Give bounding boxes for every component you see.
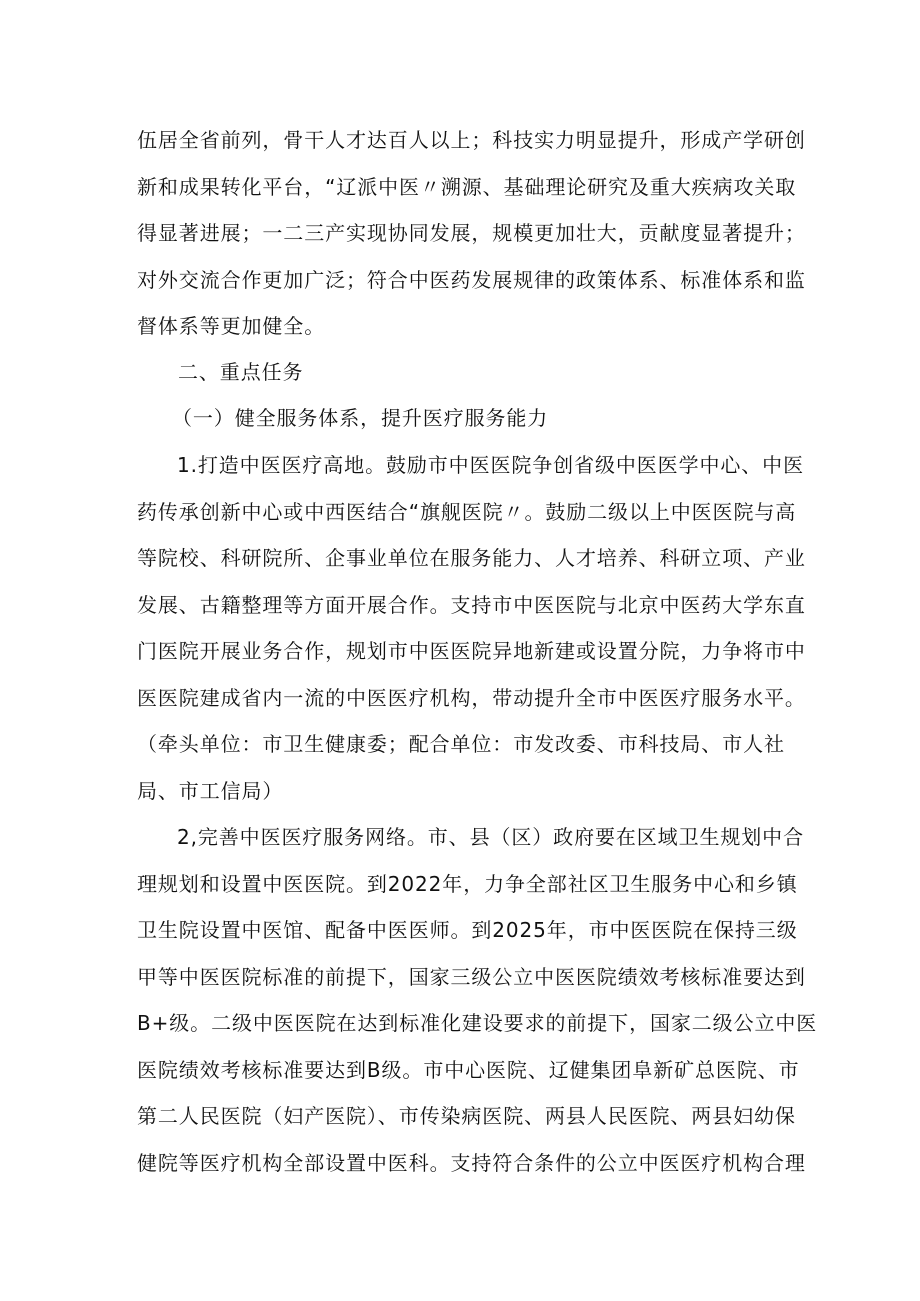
item-2-line-1: 2,完善中医医疗服务网络。市、县（区）政府要在区域卫生规划中合 — [177, 825, 804, 849]
subsection-heading: （一）健全服务体系，提升医疗服务能力 — [172, 406, 549, 430]
item-1-line-6: 医医院建成省内一流的中医医疗机构，带动提升全市中医医疗服务水平。 — [137, 686, 806, 710]
item-1-line-2: 药传承创新中心或中西医结合“旗舰医院〃。鼓励二级以上中医医院与高 — [137, 500, 797, 524]
item-2-line-5: B+级。二级中医医院在达到标准化建设要求的前提下，国家二级公立中医 — [137, 1011, 818, 1035]
item-1-line-7: （牵头单位：市卫生健康委；配合单位：市发改委、市科技局、市人社 — [137, 732, 785, 756]
paragraph-1-line-3: 得显著进展；一二三产实现协同发展，规模更加壮大，贡献度显著提升； — [137, 221, 806, 245]
paragraph-1-line-2: 新和成果转化平台，“辽派中医〃溯源、基础理论研究及重大疾病攻关取 — [137, 175, 797, 199]
paragraph-1-line-1: 伍居全省前列，骨干人才达百人以上；科技实力明显提升，形成产学研创 — [137, 128, 806, 152]
item-2-line-3: 卫生院设置中医馆、配备中医医师。到2025年，市中医医院在保持三级 — [137, 918, 798, 942]
item-2-line-7: 第二人民医院（妇产医院）、市传染病医院、两县人民医院、两县妇幼保 — [137, 1104, 796, 1128]
item-2-line-4: 甲等中医医院标准的前提下，国家三级公立中医医院绩效考核标准要达到 — [137, 965, 806, 989]
paragraph-1-line-4: 对外交流合作更加广泛；符合中医药发展规律的政策体系、标准体系和监 — [137, 268, 806, 292]
paragraph-1-line-5: 督体系等更加健全。 — [137, 314, 326, 338]
item-2-line-6: 医院绩效考核标准要达到B级。市中心医院、辽健集团阜新矿总医院、市 — [137, 1058, 800, 1082]
item-1-line-4: 发展、古籍整理等方面开展合作。支持市中医医院与北京中医药大学东直 — [137, 593, 806, 617]
item-2-line-8: 健院等医疗机构全部设置中医科。支持符合条件的公立中医医疗机构合理 — [137, 1151, 806, 1175]
section-heading: 二、重点任务 — [178, 360, 304, 384]
item-1-line-8: 局、市工信局） — [137, 779, 284, 803]
item-1-line-5: 门医院开展业务合作，规划市中医医院异地新建或设置分院，力争将市中 — [137, 639, 806, 663]
item-1-line-3: 等院校、科研院所、企事业单位在服务能力、人才培养、科研立项、产业 — [137, 546, 806, 570]
item-2-line-2: 理规划和设置中医医院。到2022年，力争全部社区卫生服务中心和乡镇 — [137, 872, 798, 896]
item-1-line-1: 1.打造中医医疗高地。鼓励市中医医院争创省级中医医学中心、中医 — [177, 453, 804, 477]
